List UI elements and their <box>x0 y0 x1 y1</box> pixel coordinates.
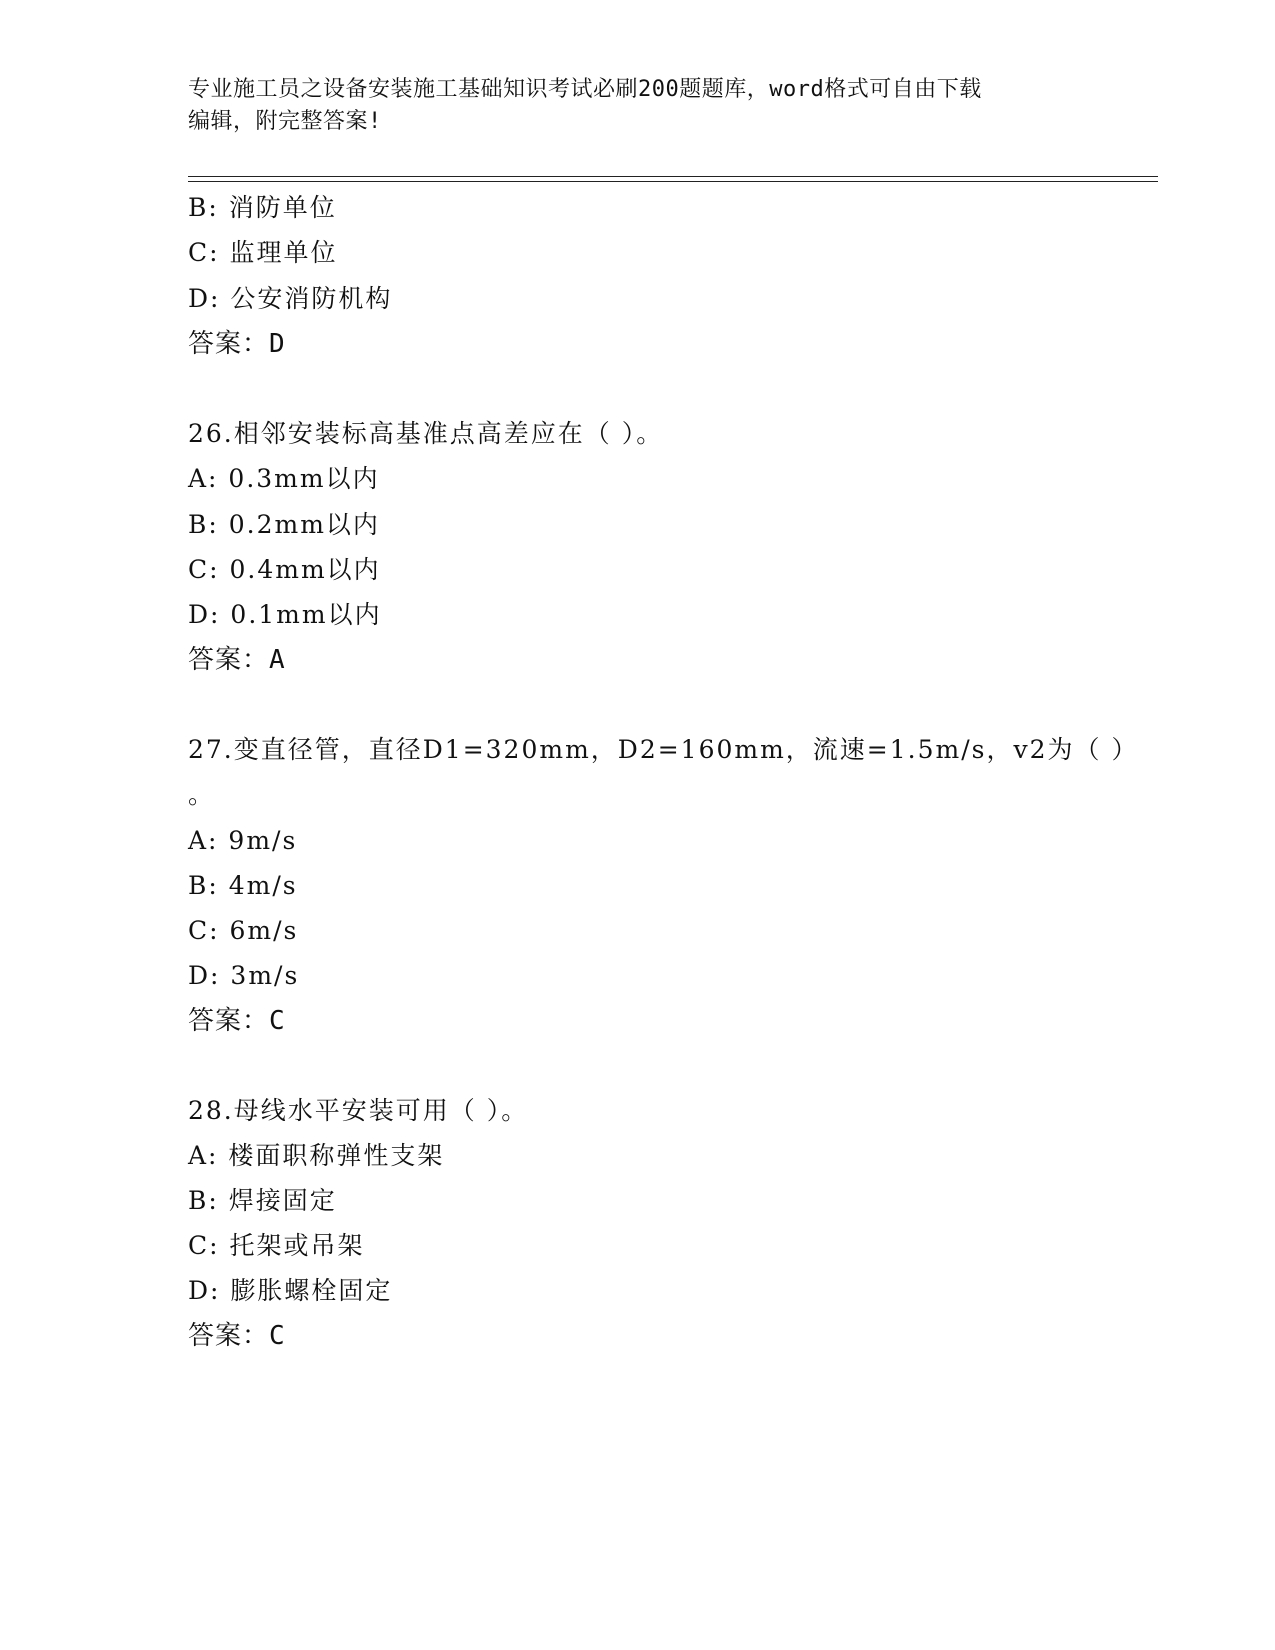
q26-option-d: D: 0.1mm以内 <box>188 600 382 629</box>
q25-option-d: D: 公安消防机构 <box>188 284 393 313</box>
q27-option-d: D: 3m/s <box>188 961 300 990</box>
q28-question: 28.母线水平安装可用（ ）。 <box>188 1096 529 1125</box>
q26-question: 26.相邻安装标高基准点高差应在（ ）。 <box>188 419 664 448</box>
document-header <box>188 74 1088 138</box>
q26-option-a: A: 0.3mm以内 <box>188 464 380 493</box>
header-divider-top <box>188 176 1158 177</box>
q27-question-continuation: 。 <box>188 780 216 809</box>
header-title-line-1: 专业施工员之设备安装施工基础知识考试必刷200题题库，word格式可自由下载 <box>188 77 982 102</box>
q28-option-c: C: 托架或吊架 <box>188 1231 365 1260</box>
q27-answer: 答案：C <box>188 1006 286 1036</box>
q26-option-c: C: 0.4mm以内 <box>188 555 381 584</box>
q25-answer: 答案：D <box>188 329 286 359</box>
q25-option-c: C: 监理单位 <box>188 238 338 267</box>
q26-answer: 答案：A <box>188 645 286 675</box>
q27-question: 27.变直径管，直径D1=320mm，D2=160mm，流速=1.5m/s，v2为（ ） <box>188 735 1139 764</box>
header-title-line-2: 编辑，附完整答案! <box>188 109 382 134</box>
q26-option-b: B: 0.2mm以内 <box>188 510 380 539</box>
q27-option-a: A: 9m/s <box>188 826 298 855</box>
q28-option-a: A: 楼面职称弹性支架 <box>188 1141 445 1170</box>
q28-option-d: D: 膨胀螺栓固定 <box>188 1276 393 1305</box>
q28-option-b: B: 焊接固定 <box>188 1186 337 1215</box>
header-divider-bottom <box>188 181 1158 182</box>
q27-option-b: B: 4m/s <box>188 871 298 900</box>
q28-answer: 答案：C <box>188 1321 286 1351</box>
q27-option-c: C: 6m/s <box>188 916 299 945</box>
q25-option-b: B: 消防单位 <box>188 193 337 222</box>
